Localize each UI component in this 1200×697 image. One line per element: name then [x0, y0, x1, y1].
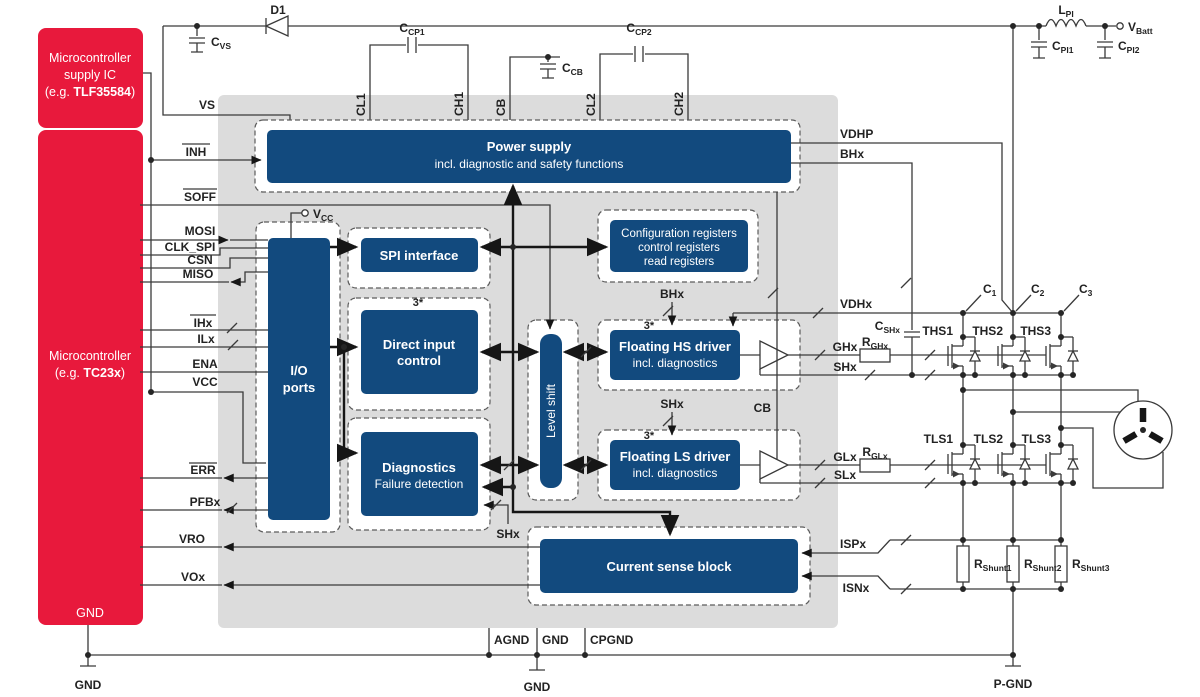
power-supply-title: Power supply: [486, 139, 572, 154]
gnd-mid-label: GND: [523, 680, 551, 694]
inductor-lpi: [1046, 20, 1086, 27]
level-shift-block: [528, 320, 578, 500]
net-ilx: ILx: [197, 332, 215, 346]
ground-wires: [80, 625, 1021, 670]
net-vox: VOx: [180, 570, 206, 584]
config-line1: Configuration registers: [621, 228, 737, 240]
mosfet-ths3: [1046, 337, 1078, 375]
mosfet-tls1: [948, 445, 980, 483]
power-supply-block: [255, 120, 800, 192]
ref-cvs: $C_{VS}$: [211, 35, 232, 51]
net-ghx: GHx: [832, 340, 858, 354]
ref-tls1: TLS1: [923, 432, 953, 446]
net-soff: SOFF: [184, 190, 216, 204]
ref-cshx: $C_{SHx}$: [874, 319, 900, 335]
net-clkspi: CLK_SPI: [164, 240, 216, 254]
ref-ccb: $C_{CB}$: [562, 61, 583, 77]
ref-rghx: $R_{GHx}$: [861, 335, 889, 351]
net-inh: INH: [185, 145, 207, 159]
ls-driver-subtitle: incl. diagnostics: [632, 466, 718, 480]
mosfet-tls2: [998, 445, 1030, 483]
motor-icon: [1114, 401, 1172, 459]
diagnostics-block: [348, 418, 490, 530]
vcc-terminal: [302, 210, 308, 216]
ref-ccp1: $C_{CP1}$: [399, 21, 425, 37]
net-shx-row: SHx: [833, 360, 857, 374]
net-csn: CSN: [187, 253, 213, 267]
power-supply-subtitle: incl. diagnostic and safety functions: [434, 157, 624, 171]
net-miso: MISO: [182, 267, 214, 281]
net-ihx: IHx: [193, 316, 213, 330]
config-line3: read registers: [643, 256, 715, 268]
diagnostics-subtitle: Failure detection: [374, 477, 464, 491]
net-shx-stub: SHx: [660, 397, 684, 411]
pgnd-label: P-GND: [993, 677, 1033, 691]
direct-input-line2: control: [396, 353, 442, 368]
config-registers-block: [598, 210, 758, 282]
net-ena: ENA: [192, 357, 218, 371]
net-bhx-stub: BHx: [659, 287, 685, 301]
net-mosi: MOSI: [184, 224, 216, 238]
pin-agnd: AGND: [494, 633, 530, 647]
supply-ic-block: [38, 28, 143, 128]
ref-ths3: THS3: [1020, 324, 1051, 338]
net-vcc: VCC: [192, 375, 218, 389]
pin-cpgnd: CPGND: [590, 633, 634, 647]
mcu-line2: (e.g. TC23x): [54, 366, 126, 380]
spi-title: SPI interface: [379, 248, 459, 263]
diagnostics-title: Diagnostics: [382, 460, 456, 475]
ref-c1: $C_1$: [983, 282, 997, 298]
net-glx: GLx: [833, 450, 857, 464]
supply-ic-line2: supply IC: [63, 68, 117, 82]
ref-ths1: THS1: [922, 324, 953, 338]
mosfet-ths2: [998, 337, 1030, 375]
diode-d1: [266, 16, 288, 36]
ref-cpi1: $C_{PI1}$: [1052, 39, 1074, 55]
level-shift-title: Level shift: [544, 383, 558, 439]
hs-driver-title: Floating HS driver: [619, 339, 731, 354]
ref-vcc-terminal: $V_{CC}$: [313, 207, 334, 223]
net-cb-ls: CB: [753, 401, 771, 415]
pin-gnd: GND: [542, 633, 569, 647]
io-ports-line2: ports: [282, 380, 316, 395]
net-vdhp: VDHP: [840, 127, 874, 141]
vbatt-terminal: [1117, 23, 1123, 29]
io-ports-line1: I/O: [290, 363, 308, 378]
hs-driver-subtitle: incl. diagnostics: [632, 356, 718, 370]
ref-lpi: $L_{PI}$: [1058, 3, 1074, 19]
direct-input-line1: Direct input: [382, 337, 456, 352]
supply-ic-line3: (e.g. TLF35584): [44, 85, 136, 99]
spi-interface-block: [348, 228, 490, 288]
ref-ccp2: $C_{CP2}$: [626, 21, 652, 37]
pin-cb: CB: [494, 98, 508, 116]
direct-input-note: 3*: [412, 297, 424, 309]
ref-rshunt2: $R_{Shunt2}$: [1024, 557, 1062, 573]
gnd-left-label: GND: [74, 678, 102, 692]
ref-d1: D1: [270, 3, 286, 17]
pin-cl2: CL2: [584, 93, 598, 116]
io-ports-block: [256, 222, 340, 532]
pin-ch1: CH1: [452, 91, 466, 116]
current-sense-block: [528, 527, 810, 605]
ref-ths2: THS2: [972, 324, 1003, 338]
pin-cl1: CL1: [354, 93, 368, 116]
net-vs: VS: [198, 98, 216, 112]
direct-input-block: [348, 297, 490, 410]
net-vro: VRO: [178, 532, 206, 546]
resistor-rshunt1: [957, 546, 969, 582]
mcu-line1: Microcontroller: [49, 349, 131, 363]
ref-rshunt1: $R_{Shunt1}$: [974, 557, 1012, 573]
mosfet-tls3: [1046, 445, 1078, 483]
ls-driver-note: 3*: [643, 430, 655, 442]
ref-rshun3: $R_{Shunt3}$: [1072, 557, 1110, 573]
ref-rglx: $R_{GLx}$: [862, 445, 888, 461]
mcu-block: [38, 130, 143, 625]
net-bhx-out: BHx: [840, 147, 865, 161]
ref-c2: $C_2$: [1031, 282, 1045, 298]
net-slx: SLx: [833, 468, 857, 482]
hs-driver-block: [598, 320, 800, 390]
net-isnx: ISNx: [842, 581, 870, 595]
ref-tls3: TLS3: [1021, 432, 1051, 446]
net-vdhx: VDHx: [840, 297, 873, 311]
mcu-gnd-label: GND: [76, 606, 104, 620]
config-line2: control registers: [638, 242, 720, 254]
ls-driver-title: Floating LS driver: [619, 449, 731, 464]
net-err: ERR: [190, 463, 216, 477]
ref-tls2: TLS2: [973, 432, 1003, 446]
ref-vbatt: $V_{Batt}$: [1128, 20, 1153, 36]
ref-c3: $C_3$: [1079, 282, 1093, 298]
pin-ch2: CH2: [672, 91, 686, 116]
mosfet-ths1: [948, 337, 980, 375]
supply-ic-line1: Microcontroller: [49, 51, 131, 65]
net-shx-diag: SHx: [496, 527, 520, 541]
hs-driver-note: 3*: [643, 320, 655, 332]
current-sense-title: Current sense block: [606, 559, 732, 574]
ref-cpi2: $C_{PI2}$: [1118, 39, 1140, 55]
ls-driver-block: [598, 430, 800, 500]
net-pfbx: PFBx: [189, 495, 221, 509]
net-ispx: ISPx: [839, 537, 867, 551]
